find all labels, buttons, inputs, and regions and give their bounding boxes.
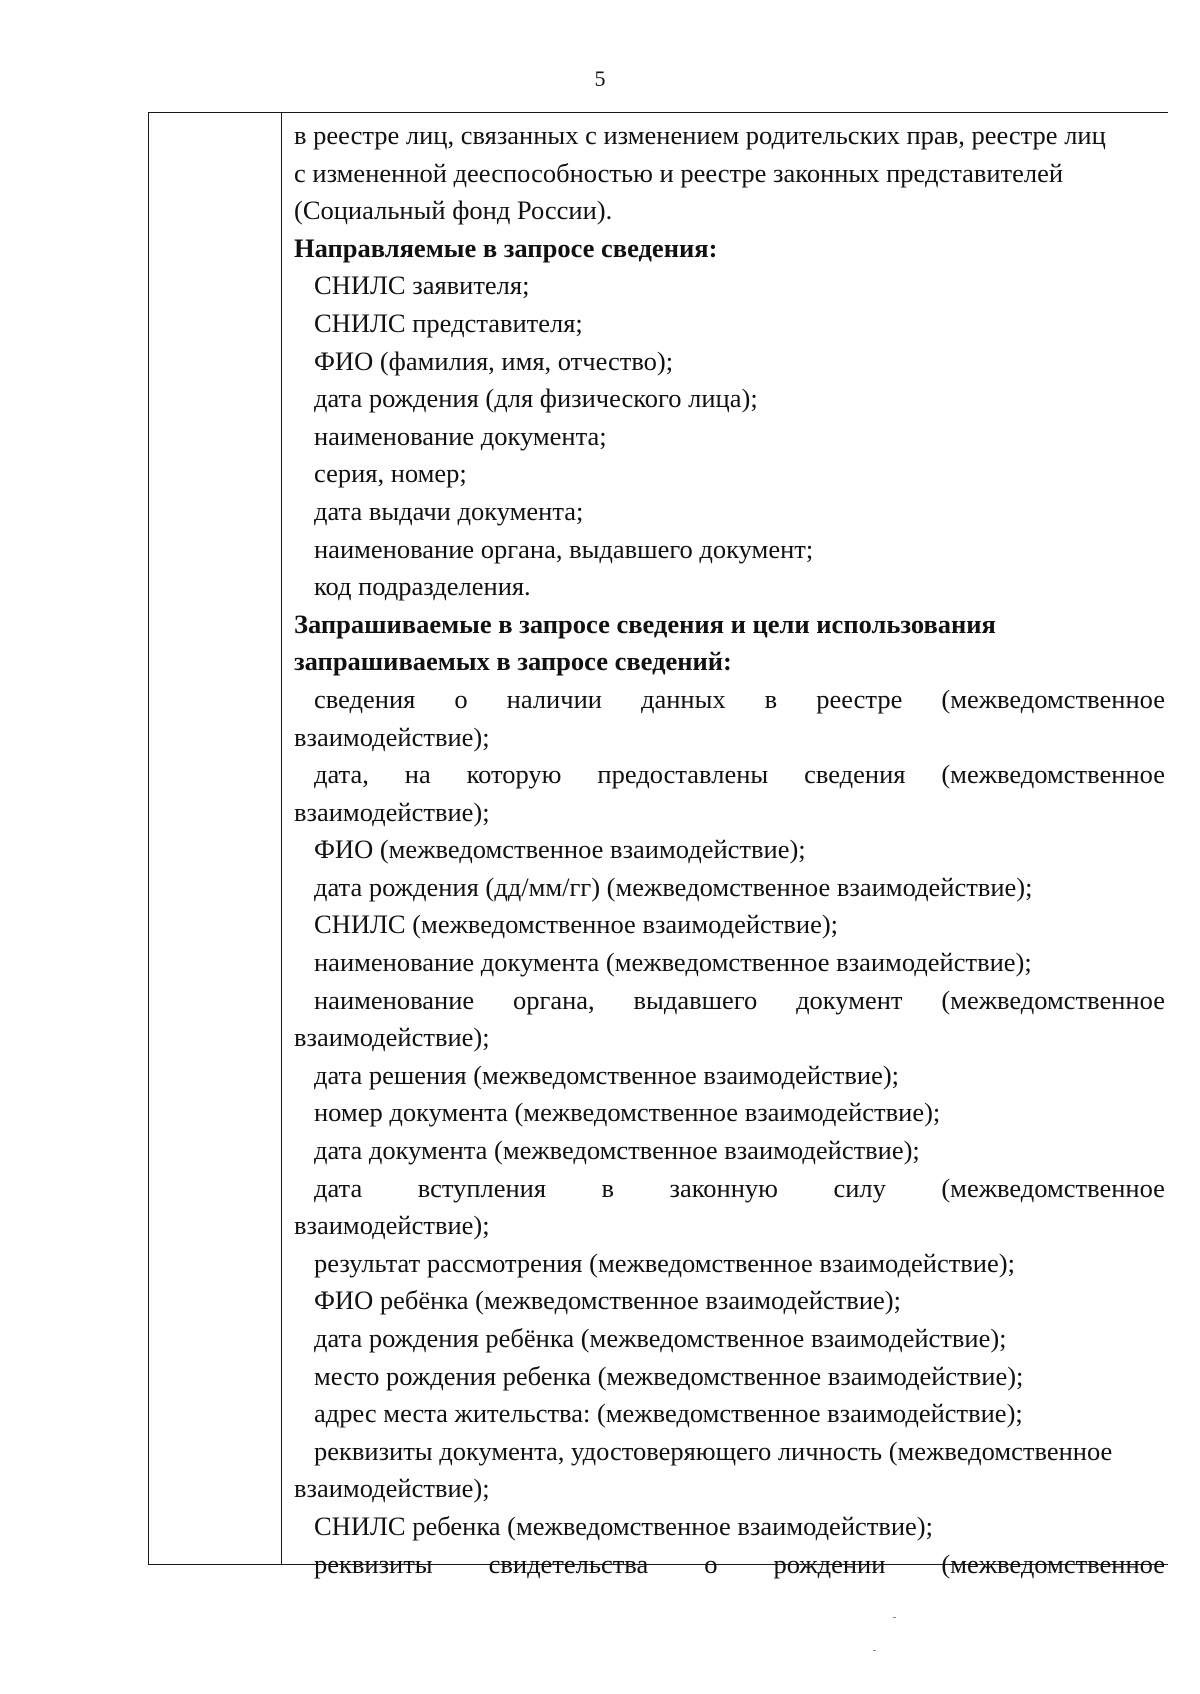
justified-word: выдавшего — [633, 984, 758, 1015]
requested-item: место рождения ребенка (межведомственное взаимодействие); — [314, 1360, 1024, 1391]
requested-item: ФИО (межведомственное взаимодействие); — [314, 834, 806, 865]
requested-item: адрес места жительства: (межведомственное взаимодействие); — [314, 1398, 1023, 1429]
justified-word: силу — [833, 1172, 886, 1203]
justified-word: органа, — [512, 984, 595, 1015]
sent-item: код подразделения. — [314, 571, 531, 602]
requested-item: дата документа (межведомственное взаимодействие); — [314, 1135, 920, 1166]
sent-item: наименование органа, выдавшего документ; — [314, 533, 814, 564]
requested-item — [294, 756, 1165, 794]
requested-item: дата рождения (дд/мм/гг) (межведомственное взаимодействие); — [314, 871, 1033, 902]
requested-item: реквизиты документа, удостоверяющего личность (межведомственное — [314, 1435, 1113, 1466]
sent-heading: Направляемые в запросе сведения: — [294, 232, 718, 263]
requested-item: результат рассмотрения (межведомственное взаимодействие); — [314, 1247, 1015, 1278]
sent-item: ФИО (фамилия, имя, отчество); — [314, 345, 674, 376]
requested-item: наименование документа (межведомственное взаимодействие); — [314, 947, 1032, 978]
justified-word: наименование — [314, 984, 475, 1015]
sent-item: дата выдачи документа; — [314, 495, 584, 526]
justified-word: вступления — [417, 1172, 547, 1203]
justified-word: рождении — [773, 1548, 886, 1579]
justified-word: о — [704, 1548, 718, 1579]
justified-word: которую — [466, 759, 562, 790]
table-cell-content — [294, 117, 1165, 1583]
justified-word: сведения — [804, 759, 906, 790]
justified-word: данных — [640, 683, 726, 714]
requested-item: дата решения (межведомственное взаимодействие); — [314, 1059, 900, 1090]
scan-speck — [873, 1650, 876, 1651]
justified-word: (межведомственное — [941, 1172, 1165, 1203]
justified-word: (межведомственное — [941, 1548, 1165, 1579]
requested-item — [294, 681, 1165, 719]
requested-item-continuation: взаимодействие); — [294, 1210, 490, 1241]
requested-item: СНИЛС (межведомственное взаимодействие); — [314, 909, 839, 940]
justified-word: (межведомственное — [941, 759, 1165, 790]
requested-item-continuation: взаимодействие); — [294, 796, 490, 827]
requested-item — [294, 1170, 1165, 1208]
justified-word: о — [454, 683, 468, 714]
justified-word: в — [764, 683, 778, 714]
requested-item: номер документа (межведомственное взаимодействие); — [314, 1097, 941, 1128]
document-table — [148, 112, 1168, 1579]
requested-item-continuation: взаимодействие); — [294, 1473, 490, 1504]
justified-word: дата — [314, 1172, 363, 1203]
requested-heading: Запрашиваемые в запросе сведения и цели использования — [294, 608, 996, 639]
requested-item-continuation: взаимодействие); — [294, 721, 490, 752]
justified-word: документ — [796, 984, 903, 1015]
justified-word: реквизиты — [314, 1548, 433, 1579]
requested-item: ФИО ребёнка (межведомственное взаимодействие); — [314, 1285, 901, 1316]
requested-item: СНИЛС ребенка (межведомственное взаимодействие); — [314, 1510, 933, 1541]
justified-word: законную — [669, 1172, 778, 1203]
justified-word: дата, — [314, 759, 369, 790]
page-number: 5 — [594, 66, 606, 91]
justified-word: (межведомственное — [941, 683, 1165, 714]
justified-word: в — [601, 1172, 615, 1203]
justified-word: реестре — [816, 683, 903, 714]
sent-item: наименование документа; — [314, 420, 607, 451]
intro-line: (Социальный фонд России). — [294, 195, 613, 226]
intro-line: с измененной дееспособностью и реестре законных представителей — [294, 157, 1064, 188]
intro-line: в реестре лиц, связанных с изменением родительских прав, реестре лиц — [294, 120, 1106, 150]
requested-item — [294, 982, 1165, 1020]
justified-word: на — [404, 759, 431, 790]
justified-word: предоставлены — [597, 759, 769, 790]
requested-item-continuation: взаимодействие); — [294, 1022, 490, 1053]
justified-word: сведения — [314, 683, 416, 714]
scan-speck — [893, 1617, 896, 1618]
justified-word: наличии — [506, 683, 602, 714]
justified-word: (межведомственное — [941, 984, 1165, 1015]
requested-item — [294, 1546, 1165, 1584]
column-divider — [281, 113, 282, 1564]
requested-heading: запрашиваемых в запросе сведений: — [294, 646, 732, 677]
sent-item: дата рождения (для физического лица); — [314, 383, 758, 414]
sent-item: СНИЛС представителя; — [314, 307, 583, 338]
sent-item: серия, номер; — [314, 458, 467, 489]
requested-item: дата рождения ребёнка (межведомственное взаимодействие); — [314, 1323, 1007, 1353]
justified-word: свидетельства — [488, 1548, 649, 1579]
sent-item: СНИЛС заявителя; — [314, 270, 530, 301]
